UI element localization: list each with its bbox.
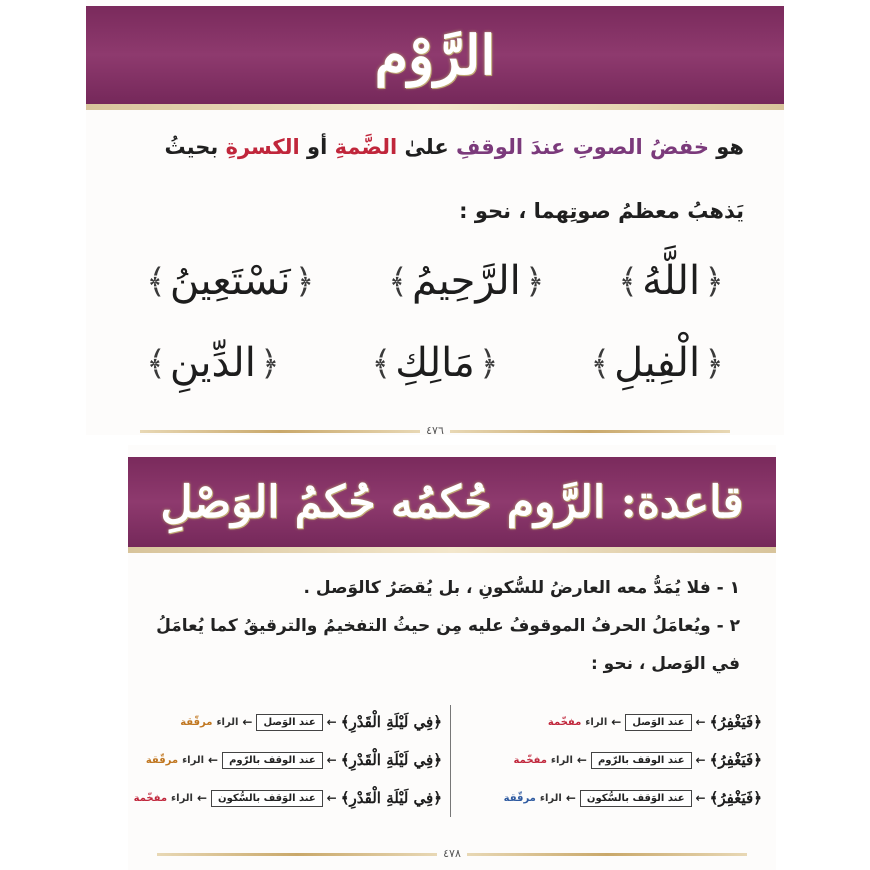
- example-word: [590, 340, 724, 386]
- result-label: مفخّمة: [513, 754, 547, 766]
- context-box: عند الوَقف بالسُّكون: [580, 790, 692, 807]
- examples-right-column: [462, 703, 762, 817]
- ornament-icon: ﴿: [259, 343, 280, 384]
- rule-2: ٢ - ويُعامَلُ الحرفُ الموقوفُ عليه مِن حيثُ التفخيمُ والترقيقُ كما يُعامَلُ: [156, 616, 740, 636]
- arrow-icon: ←: [576, 753, 587, 767]
- ornament-icon: ﴿: [294, 261, 315, 302]
- banner-title: الرَّوْم: [374, 23, 496, 87]
- definition-damma: الضَّمةِ: [334, 135, 398, 159]
- example-text: فَيَغْفِرُ: [718, 751, 754, 769]
- example-text: الدِّينِ: [169, 340, 256, 386]
- example-text: فِي لَيْلَةِ الْقَدْرِ: [349, 751, 434, 769]
- page-number: ٤٧٦: [86, 424, 784, 437]
- example-text: فَيَغْفِرُ: [718, 713, 754, 731]
- context-box: عند الوَصل: [625, 714, 691, 731]
- example-text: فِي لَيْلَةِ الْقَدْرِ: [349, 789, 434, 807]
- arrow-icon: ←: [326, 791, 337, 805]
- ornament-icon: ﴾: [618, 261, 639, 302]
- example-word: [146, 258, 315, 304]
- result-label: مرقّقة: [180, 716, 213, 728]
- example-word: ﴿فِي لَيْلَةِ الْقَدْرِ﴾: [340, 713, 442, 731]
- result-prefix: الراء: [539, 792, 562, 804]
- example-word: ﴿فِي لَيْلَةِ الْقَدْرِ﴾: [340, 789, 442, 807]
- result-prefix: الراء: [550, 754, 573, 766]
- rule-1: ١ - فلا يُمَدُّ معه العارضُ للسُّكونِ ، بل يُقصَرُ كالوَصل .: [303, 578, 740, 598]
- ornament-icon: ﴿: [524, 261, 545, 302]
- examples-row-2: [146, 340, 724, 386]
- definition-word: هو: [716, 135, 744, 159]
- example-word: [618, 258, 724, 304]
- result-prefix: الراء: [182, 754, 205, 766]
- rule-3: في الوَصل ، نحو :: [590, 654, 740, 674]
- example-word: [146, 340, 280, 386]
- examples-left-column: [133, 703, 442, 817]
- banner-title: قاعدة: الرَّوم حُكمُه حُكمُ الوَصْلِ: [160, 476, 744, 528]
- arrow-icon: ←: [326, 715, 337, 729]
- definition-line-1: [116, 132, 744, 164]
- arrow-icon: ←: [695, 715, 706, 729]
- example-row: [133, 779, 442, 817]
- example-word: ﴿فَيَغْفِرُ﴾: [709, 789, 762, 807]
- definition-word: بحيثُ: [164, 135, 219, 159]
- example-word: ﴿فَيَغْفِرُ﴾: [709, 751, 762, 769]
- result-label: مرقّقة: [145, 754, 179, 766]
- arrow-icon: ←: [326, 753, 337, 767]
- example-text: فِي لَيْلَةِ الْقَدْرِ: [349, 713, 434, 731]
- context-box: عند الوَصل: [256, 714, 322, 731]
- arrow-icon: ←: [695, 791, 706, 805]
- result-label: مفخّمة: [133, 792, 168, 804]
- definition-kasra: الكسرةِ: [225, 135, 300, 159]
- examples-row-1: [146, 258, 724, 304]
- arrow-icon: ←: [695, 753, 706, 767]
- page-478: [128, 445, 776, 870]
- example-row: [142, 741, 442, 779]
- result-prefix: الراء: [585, 716, 608, 728]
- definition-word: أو: [307, 135, 328, 159]
- example-word: [388, 258, 545, 304]
- title-banner: [86, 6, 784, 104]
- ornament-icon: ﴾: [146, 261, 166, 302]
- definition-highlight: خفضُ الصوتِ عندَ الوقفِ: [456, 135, 709, 159]
- arrow-icon: ←: [208, 753, 219, 767]
- ornament-icon: ﴿: [478, 343, 499, 384]
- example-row: [462, 703, 762, 741]
- arrow-icon: ←: [611, 715, 622, 729]
- example-text: اللَّهُ: [642, 258, 701, 304]
- example-text: مَالِكِ: [395, 340, 475, 386]
- example-text: الْفِيلِ: [614, 340, 701, 386]
- context-box: عند الوَقف بالسُّكون: [211, 790, 323, 807]
- result-label: مرقّقة: [503, 792, 536, 804]
- ornament-icon: ﴿: [704, 261, 724, 302]
- ornament-icon: ﴾: [371, 343, 392, 384]
- rule-banner: [128, 457, 776, 547]
- page-476: [86, 0, 784, 435]
- page-number: ٤٧٨: [128, 847, 776, 860]
- ornament-icon: ﴿: [704, 343, 724, 384]
- definition-word: علىٰ: [404, 135, 449, 159]
- arrow-icon: ←: [196, 791, 208, 805]
- example-row: [462, 741, 762, 779]
- arrow-icon: ←: [242, 715, 253, 729]
- example-text: نَسْتَعِينُ: [169, 258, 291, 304]
- result-prefix: الراء: [171, 792, 193, 804]
- result-label: مفخّمة: [547, 716, 582, 728]
- example-text: فَيَغْفِرُ: [718, 789, 754, 807]
- example-row: [462, 779, 762, 817]
- example-word: [371, 340, 498, 386]
- example-word: ﴿فَيَغْفِرُ﴾: [709, 713, 762, 731]
- result-prefix: الراء: [216, 716, 239, 728]
- ornament-icon: ﴾: [590, 343, 611, 384]
- ornament-icon: ﴾: [388, 261, 408, 302]
- ornament-icon: ﴾: [146, 343, 166, 384]
- context-box: عند الوقف بالرّوم: [591, 752, 692, 769]
- context-box: عند الوقف بالرّوم: [222, 752, 323, 769]
- column-divider: [450, 705, 451, 817]
- example-text: الرَّحِيمُ: [411, 258, 521, 304]
- example-row: [142, 703, 442, 741]
- example-word: ﴿فِي لَيْلَةِ الْقَدْرِ﴾: [340, 751, 442, 769]
- definition-line-2: يَذهبُ معظمُ صوتِهما ، نحو :: [459, 199, 744, 223]
- arrow-icon: ←: [565, 791, 576, 805]
